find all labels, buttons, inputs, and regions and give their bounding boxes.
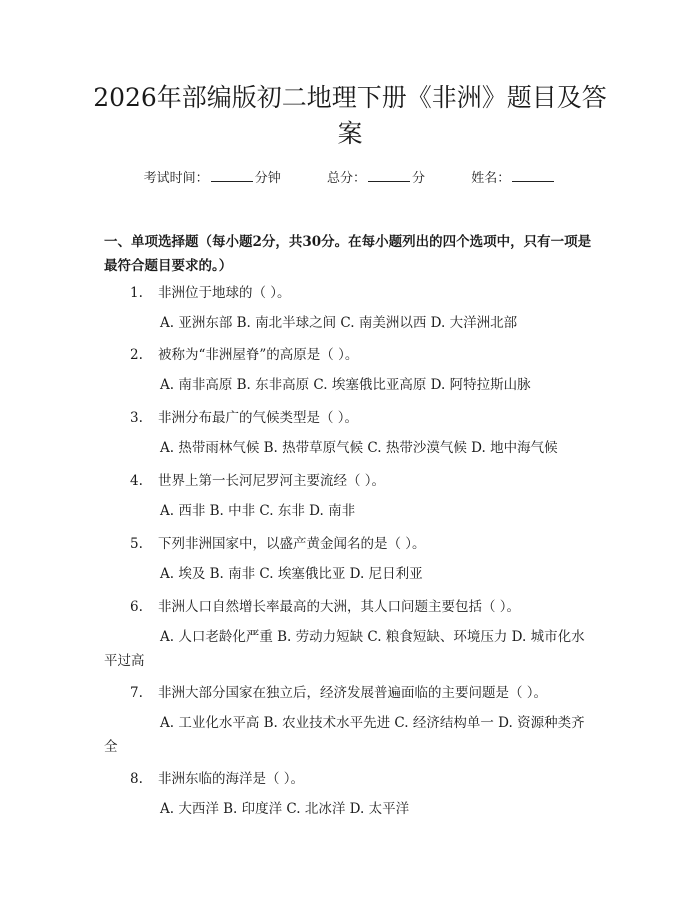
question-text: 非洲人口自然增长率最高的大洲，其人口问题主要包括（ ）。 — [158, 599, 521, 615]
time-unit: 分钟 — [254, 171, 281, 186]
question-6 — [130, 597, 600, 617]
question-1 — [130, 283, 600, 303]
question-7 — [130, 683, 600, 703]
score-unit: 分 — [412, 171, 426, 186]
score-blank — [368, 169, 410, 182]
question-8 — [130, 769, 600, 789]
time-blank — [211, 169, 253, 182]
section-heading: 一、单项选择题（每小题2分，共30分。在每小题列出的四个选项中，只有一项是最符合题目要求的。） — [104, 234, 592, 274]
question-text: 被称为“非洲屋脊”的高原是（ ）。 — [158, 347, 359, 363]
exam-info-line — [0, 167, 700, 186]
question-2 — [130, 345, 600, 365]
question-text: 非洲大部分国家在独立后，经济发展普遍面临的主要问题是（ ）。 — [158, 685, 548, 701]
question-7-options: A. 工业化水平高 B. 农业技术水平先进 C. 经济结构单一 D. 资源种类齐全 — [104, 715, 585, 755]
score-label: 总分： — [326, 171, 366, 186]
question-number: 7. — [130, 685, 143, 701]
question-4-options: A. 西非 B. 中非 C. 东非 D. 南非 — [160, 503, 356, 519]
question-5 — [130, 534, 600, 554]
time-label: 考试时间： — [143, 171, 209, 186]
question-5-options: A. 埃及 B. 南非 C. 埃塞俄比亚 D. 尼日利亚 — [160, 566, 423, 582]
question-number: 6. — [130, 599, 143, 615]
question-number: 8. — [130, 771, 143, 787]
question-number: 2. — [130, 347, 143, 363]
question-text: 非洲分布最广的气候类型是（ ）。 — [158, 410, 359, 426]
question-text: 非洲东临的海洋是（ ）。 — [158, 771, 305, 787]
name-blank — [512, 169, 554, 182]
question-number: 4. — [130, 473, 143, 489]
question-3 — [130, 408, 600, 428]
question-2-options: A. 南非高原 B. 东非高原 C. 埃塞俄比亚高原 D. 阿特拉斯山脉 — [160, 377, 531, 393]
question-number: 3. — [130, 410, 143, 426]
name-label: 姓名： — [471, 171, 511, 186]
page-title: 2026年部编版初二地理下册《非洲》题目及答案 — [93, 83, 607, 148]
question-1-options: A. 亚洲东部 B. 南北半球之间 C. 南美洲以西 D. 大洋洲北部 — [160, 315, 518, 331]
question-number: 5. — [130, 536, 143, 552]
question-text: 世界上第一长河尼罗河主要流经（ ）。 — [158, 473, 386, 489]
question-text: 非洲位于地球的（ ）。 — [158, 285, 291, 301]
question-8-options: A. 大西洋 B. 印度洋 C. 北冰洋 D. 太平洋 — [160, 801, 410, 817]
question-4 — [130, 471, 600, 491]
question-number: 1. — [130, 285, 143, 301]
question-3-options: A. 热带雨林气候 B. 热带草原气候 C. 热带沙漠气候 D. 地中海气候 — [160, 440, 558, 456]
question-6-options: A. 人口老龄化严重 B. 劳动力短缺 C. 粮食短缺、环境压力 D. 城市化水平过高 — [104, 629, 585, 669]
question-text: 下列非洲国家中，以盛产黄金闻名的是（ ）。 — [158, 536, 426, 552]
